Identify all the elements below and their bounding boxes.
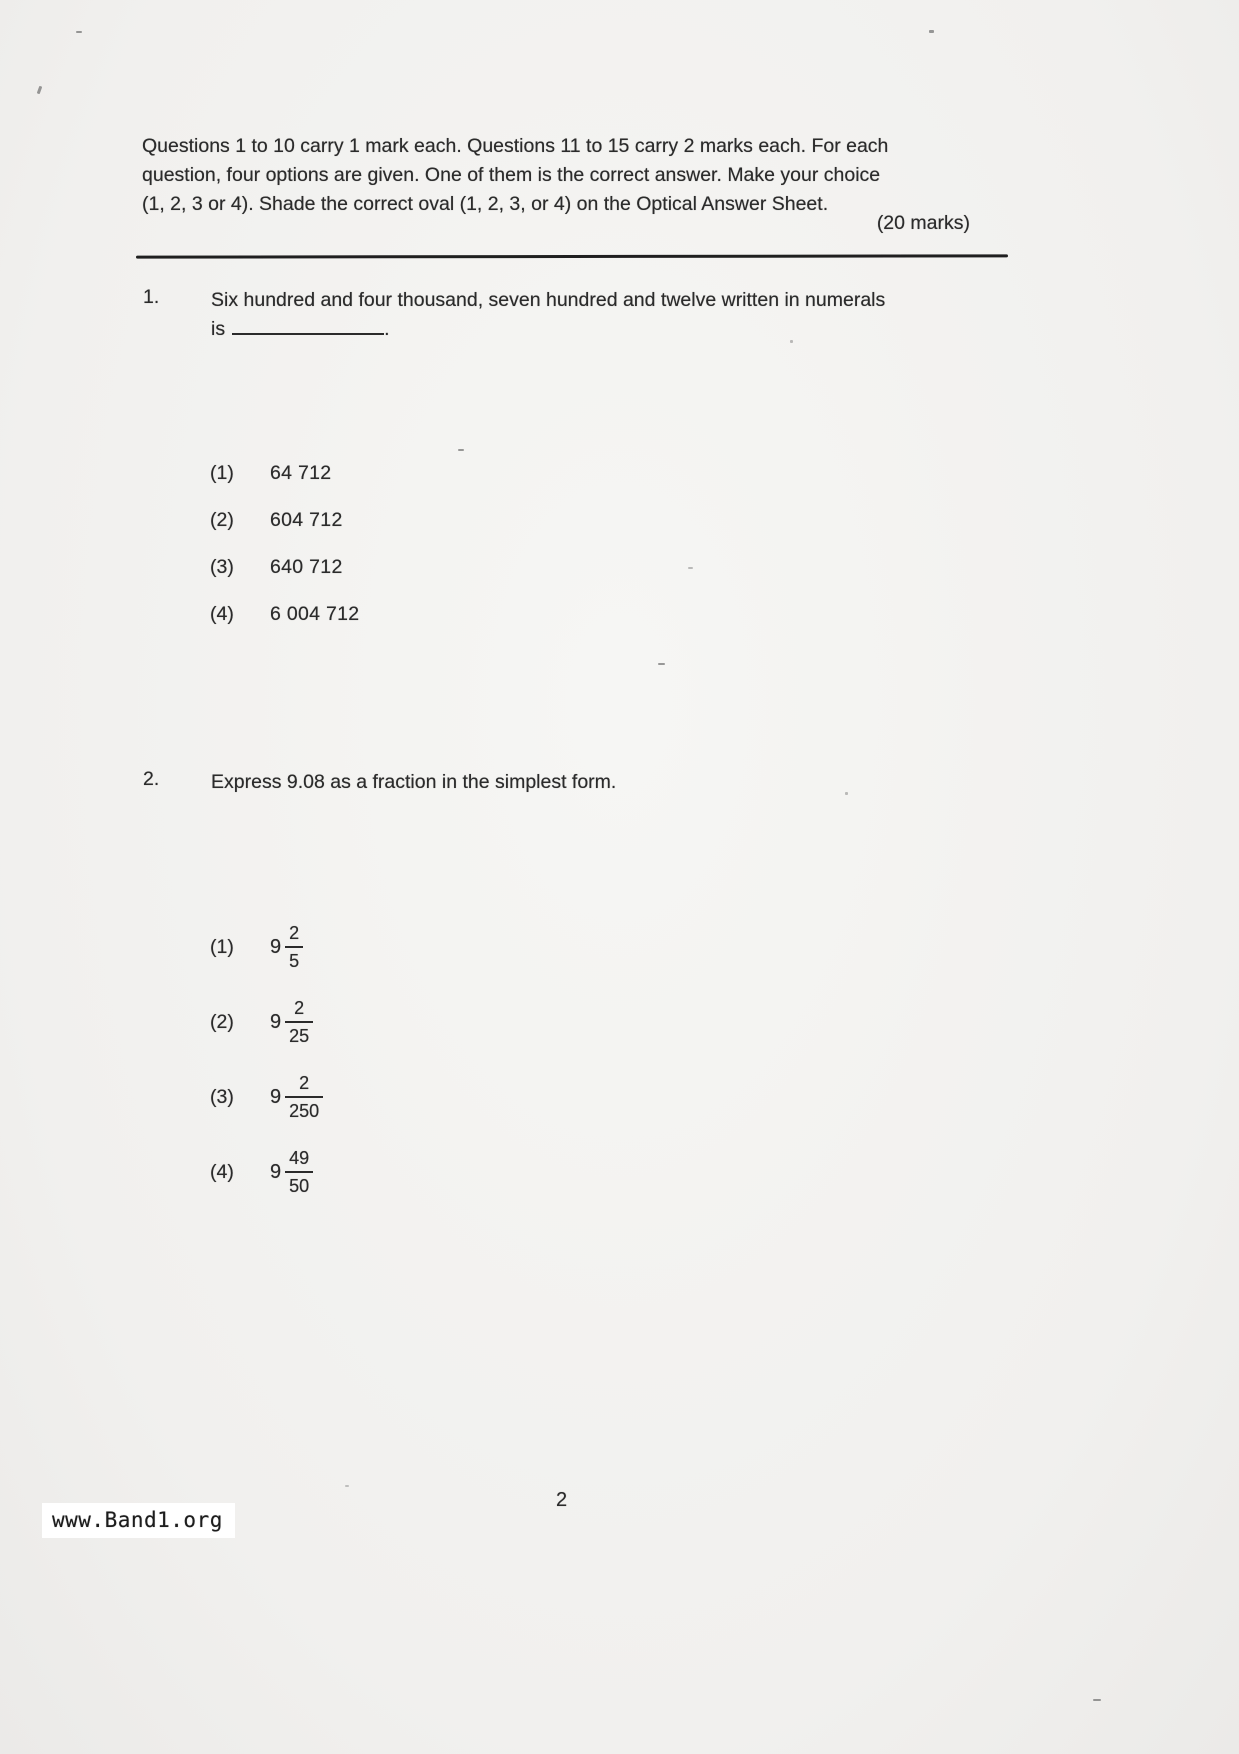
scan-artifact xyxy=(658,663,665,665)
mixed-number xyxy=(270,997,313,1047)
scan-artifact xyxy=(929,30,934,33)
divider-line xyxy=(136,254,1008,258)
option-row xyxy=(210,603,359,626)
scan-artifact xyxy=(37,86,43,95)
answer-blank xyxy=(232,316,384,335)
option-row xyxy=(210,462,359,485)
page-number: 2 xyxy=(556,1489,568,1511)
fraction-numerator: 2 xyxy=(289,923,300,943)
option-value: 64 712 xyxy=(270,462,332,484)
question-2-options xyxy=(210,918,323,1218)
option-value: 6 004 712 xyxy=(270,603,360,625)
option-label: (4) xyxy=(210,603,234,625)
option-row xyxy=(210,509,359,532)
fraction-denominator: 50 xyxy=(285,1171,313,1197)
fraction-denominator: 5 xyxy=(285,946,303,972)
option-row xyxy=(210,993,323,1051)
question-1-text-line2: is xyxy=(211,318,226,340)
option-row xyxy=(210,556,359,579)
fraction xyxy=(285,1072,323,1122)
instructions-line-3: (1, 2, 3 or 4). Shade the correct oval (1, 2, 3, or 4) on the Optical Answer Sheet. xyxy=(142,193,829,215)
question-2-number: 2. xyxy=(143,768,160,790)
fraction xyxy=(285,922,303,972)
mixed-number xyxy=(270,922,303,972)
option-row xyxy=(210,1143,323,1201)
question-1-text xyxy=(211,286,991,344)
option-value: 604 712 xyxy=(270,509,343,531)
question-1-blank-suffix: . xyxy=(384,318,390,340)
whole-number: 9 xyxy=(270,1160,282,1183)
scan-artifact xyxy=(345,1485,349,1487)
option-label: (1) xyxy=(210,462,234,484)
whole-number: 9 xyxy=(270,1085,282,1108)
scan-artifact xyxy=(688,567,693,569)
fraction-numerator: 2 xyxy=(299,1073,310,1093)
whole-number: 9 xyxy=(270,1010,282,1033)
whole-number: 9 xyxy=(270,935,282,958)
marks-note: (20 marks) xyxy=(876,212,970,234)
scan-artifact xyxy=(790,340,793,343)
option-label: (1) xyxy=(210,935,234,958)
instructions-block xyxy=(142,132,1016,219)
question-1-number: 1. xyxy=(143,286,160,308)
scan-artifact xyxy=(1093,1699,1101,1701)
option-value: 640 712 xyxy=(270,556,343,578)
mixed-number xyxy=(270,1147,313,1197)
scan-artifact xyxy=(76,31,82,33)
question-1-text-line1: Six hundred and four thousand, seven hundred and twelve written in numerals xyxy=(211,289,886,311)
mixed-number xyxy=(270,1072,323,1122)
question-2-text: Express 9.08 as a fraction in the simplest form. xyxy=(211,771,617,793)
fraction-numerator: 49 xyxy=(289,1148,310,1168)
scan-artifact xyxy=(845,792,848,795)
option-row xyxy=(210,918,323,976)
fraction-denominator: 25 xyxy=(285,1021,313,1047)
scan-artifact xyxy=(458,449,464,451)
fraction-numerator: 2 xyxy=(294,998,305,1018)
option-label: (3) xyxy=(210,1085,234,1108)
option-label: (2) xyxy=(210,509,234,531)
watermark: www.Band1.org xyxy=(42,1503,235,1538)
fraction xyxy=(285,1147,313,1197)
option-row xyxy=(210,1068,323,1126)
option-label: (2) xyxy=(210,1010,234,1033)
question-1-options xyxy=(210,462,359,650)
option-label: (4) xyxy=(210,1160,234,1183)
option-label: (3) xyxy=(210,556,234,578)
fraction xyxy=(285,997,313,1047)
instructions-line-2: question, four options are given. One of them is the correct answer. Make your choice xyxy=(142,164,881,186)
instructions-line-1: Questions 1 to 10 carry 1 mark each. Questions 11 to 15 carry 2 marks each. For each xyxy=(142,135,889,157)
fraction-denominator: 250 xyxy=(285,1096,323,1122)
